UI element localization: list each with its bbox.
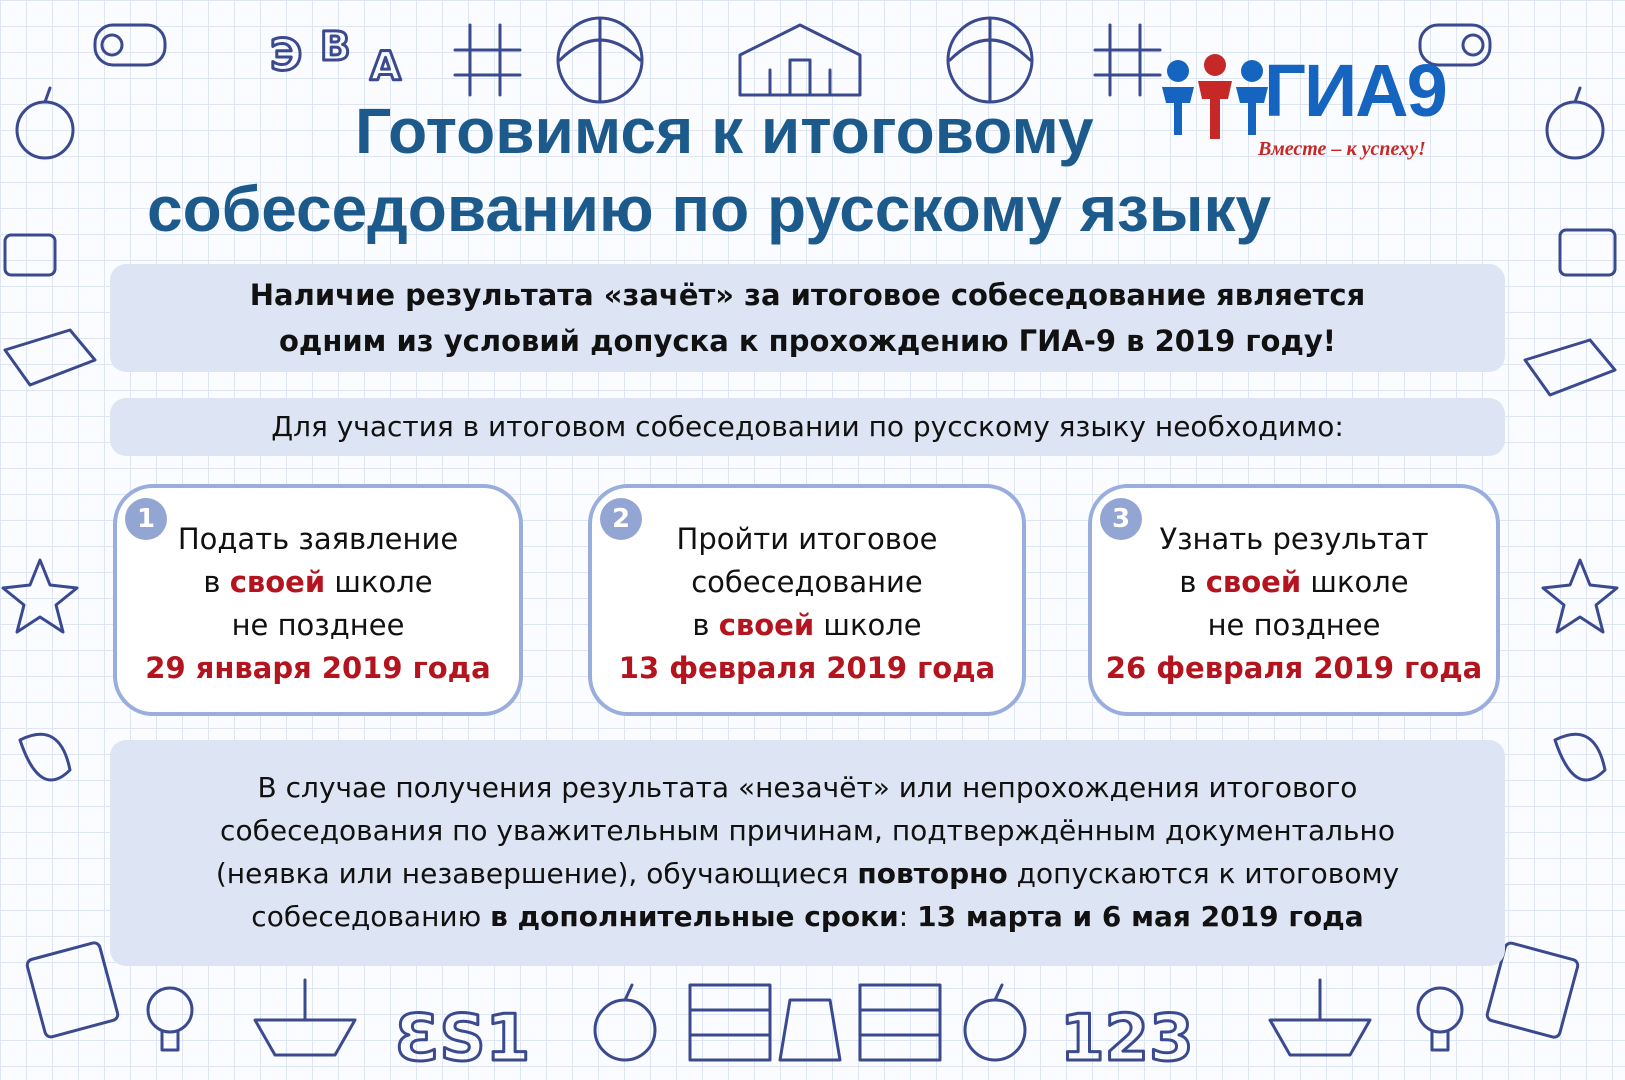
step-2-line-3 [592, 604, 1022, 647]
logo-slogan: Вместе – к успеху! [1258, 138, 1426, 160]
step-3-line-2 [1092, 561, 1496, 604]
step-2-line-3-pre: в [692, 608, 719, 642]
book-icon [5, 330, 95, 385]
tic-tac-toe-icon [1095, 25, 1160, 95]
step-3-line-2-post: школе [1301, 565, 1409, 599]
retake-dates: 13 марта и 6 мая 2019 года [917, 900, 1364, 933]
step-2-line-2: собеседование [691, 565, 923, 599]
globe-icon [948, 18, 1032, 102]
paper-boat-icon [1270, 980, 1370, 1055]
retake-line-1: В случае получения результата «незачёт» или непрохождения итогового [257, 771, 1358, 804]
retake-line-4 [110, 895, 1505, 938]
star-icon [1543, 560, 1617, 632]
apple-icon [17, 88, 73, 158]
svg-text:В: В [320, 24, 351, 70]
numbers-icon [395, 1002, 530, 1076]
notice-panel [110, 264, 1505, 372]
apple-icon [1547, 88, 1603, 158]
numbers-icon [1060, 1002, 1194, 1076]
step-number-badge: 3 [1100, 498, 1142, 540]
calculator-icon [5, 235, 55, 275]
abacus-icon [860, 985, 940, 1060]
people-icon [1160, 53, 1270, 143]
title-line-2: собеседованию по русскому языку [147, 173, 1272, 245]
step-1-line-2 [117, 561, 519, 604]
svg-text:Э: Э [270, 30, 303, 81]
apple-icon [965, 985, 1025, 1060]
abc-letters-icon [270, 24, 401, 90]
calculator-icon [1560, 230, 1615, 275]
step-card-3 [1088, 484, 1500, 716]
retake-line-3-post: допускаются к итоговому [1007, 857, 1400, 890]
notice-line-2: одним из условий допуска к прохождению ГИА-9 в 2019 году! [278, 324, 1337, 358]
requirements-heading [110, 398, 1505, 456]
step-number-badge: 1 [125, 498, 167, 540]
step-card-1 [113, 484, 523, 716]
step-2-emphasis: своей [718, 608, 815, 642]
gia9-logo [1160, 48, 1490, 168]
step-2-date: 13 февраля 2019 года [618, 651, 996, 685]
notebook-icon [26, 942, 119, 1039]
abacus-icon [690, 985, 770, 1060]
svg-text:ƐS1: ƐS1 [395, 1002, 531, 1076]
step-3-emphasis: своей [1205, 565, 1302, 599]
logo-text: ГИА9 [1264, 49, 1446, 132]
svg-text:A: A [370, 44, 401, 90]
leaf-icon [20, 734, 70, 780]
step-3-line-2-pre: в [1179, 565, 1206, 599]
step-1-line-1: Подать заявление [177, 522, 459, 556]
scroll-icon [95, 25, 165, 65]
retake-emphasis-extra-dates: в дополнительные сроки [490, 900, 899, 933]
notice-line-1: Наличие результата «зачёт» за итоговое собеседование является [249, 278, 1366, 312]
step-1-line-2-pre: в [203, 565, 230, 599]
school-building-icon [740, 25, 860, 95]
paper-boat-icon [780, 1000, 840, 1060]
retake-line-4-pre: собеседованию [251, 900, 491, 933]
step-2-line-1: Пройти итоговое [676, 522, 938, 556]
lightbulb-icon [1418, 988, 1462, 1050]
step-2-line-3-post: школе [814, 608, 922, 642]
leaf-icon [1555, 734, 1605, 780]
retake-line-3-pre: (неявка или незавершение), обучающиеся [215, 857, 858, 890]
step-1-date: 29 января 2019 года [145, 651, 491, 685]
retake-line-2: собеседования по уважительным причинам, подтверждённым документально [220, 814, 1395, 847]
step-card-2 [588, 484, 1026, 716]
svg-text:123: 123 [1060, 1002, 1194, 1076]
retake-line-3 [110, 852, 1505, 895]
retake-panel [110, 740, 1505, 966]
apple-icon [595, 985, 655, 1060]
step-1-line-3: не позднее [231, 608, 405, 642]
retake-line-4-colon: : [898, 900, 918, 933]
step-number-badge: 2 [600, 498, 642, 540]
step-1-line-2-post: школе [325, 565, 433, 599]
tic-tac-toe-icon [455, 25, 520, 95]
step-3-line-1: Узнать результат [1159, 522, 1429, 556]
lightbulb-icon [148, 988, 192, 1050]
paper-boat-icon [255, 980, 355, 1055]
globe-icon [558, 18, 642, 102]
step-3-date: 26 февраля 2019 года [1105, 651, 1483, 685]
retake-emphasis-repeat: повторно [857, 857, 1008, 890]
book-icon [1525, 340, 1615, 395]
step-1-emphasis: своей [229, 565, 326, 599]
star-icon [3, 560, 77, 632]
requirements-heading-text: Для участия в итоговом собеседовании по русскому языку необходимо: [271, 410, 1344, 443]
step-3-line-3: не позднее [1207, 608, 1381, 642]
title-line-1: Готовимся к итоговому [355, 95, 1094, 167]
